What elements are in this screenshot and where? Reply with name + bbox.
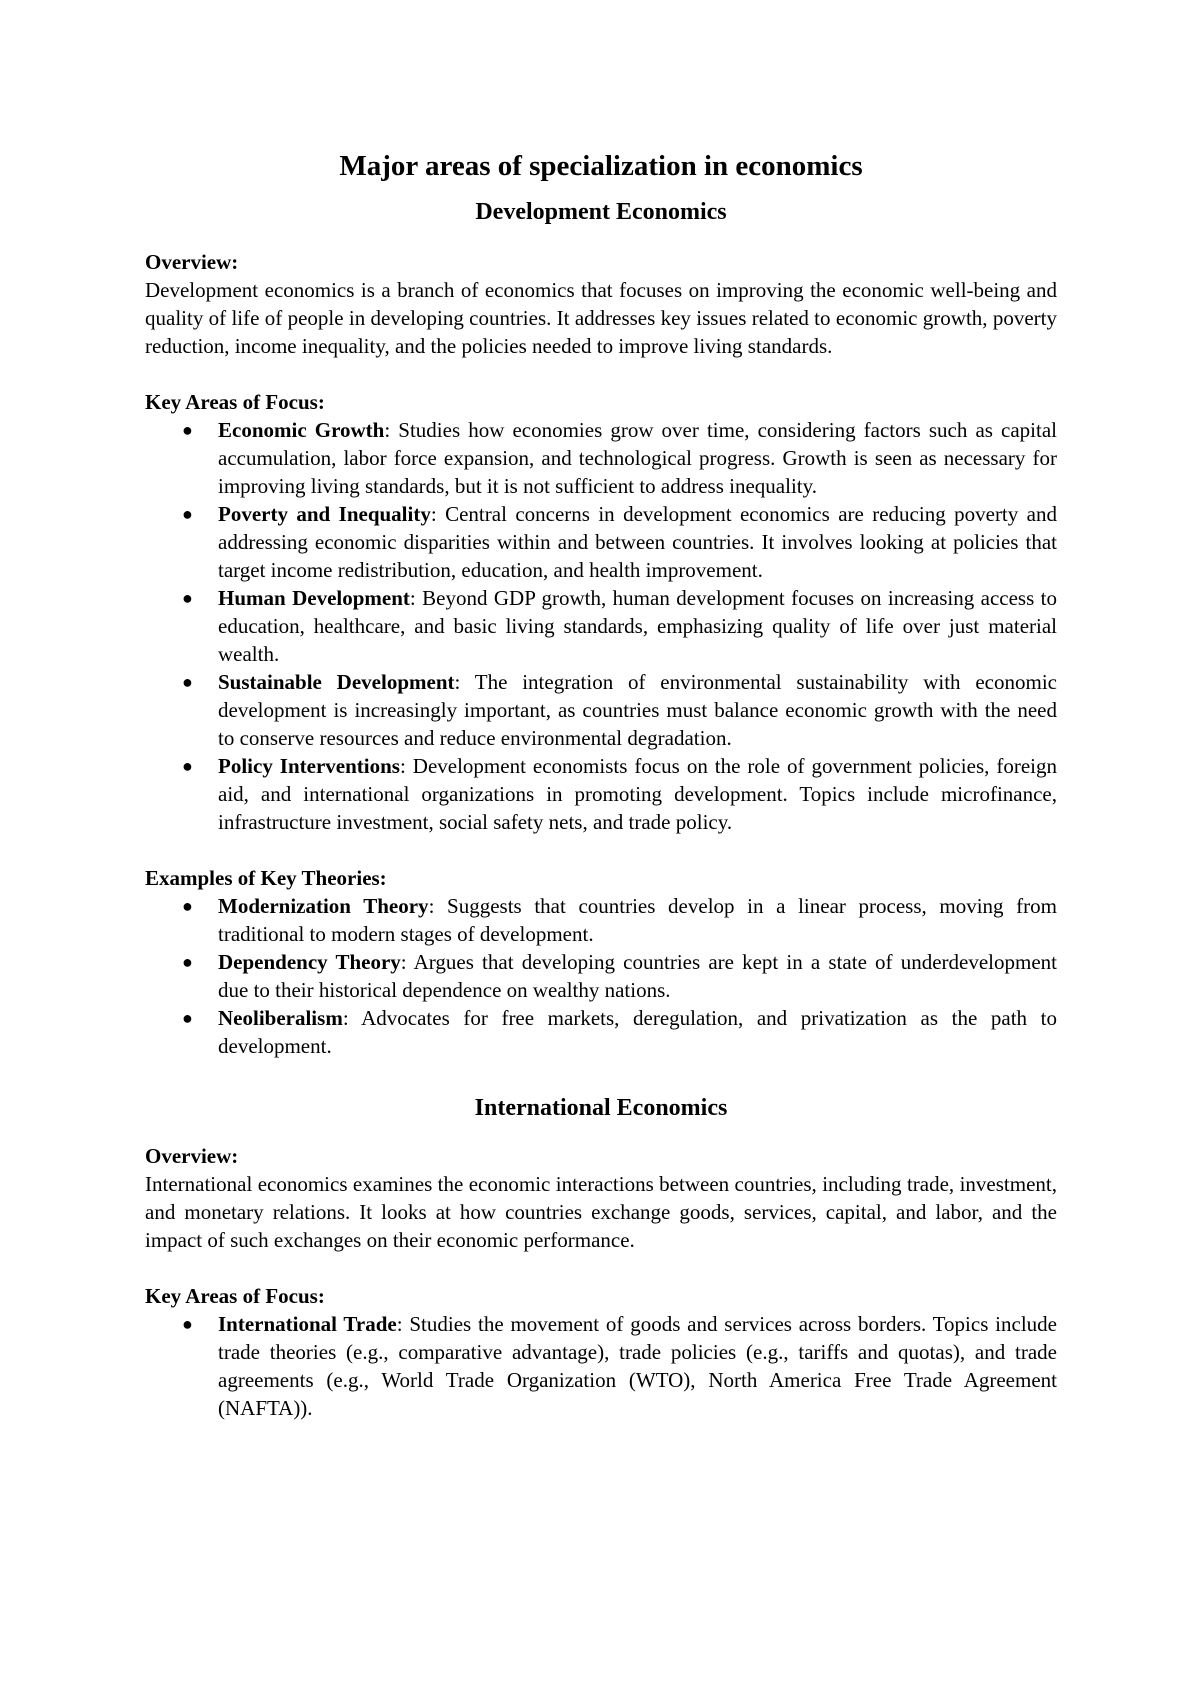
key-theories-label: Examples of Key Theories:	[145, 866, 387, 890]
document-title: Major areas of specialization in economics	[339, 150, 863, 182]
term-description: : Development economists focus on the role of government policies, foreign aid, and international organizations in promoting development. Topics include microfinance, infrastructure investment, social safety nets, and trade policy.	[218, 754, 1057, 834]
bullet-icon: ●	[182, 756, 193, 776]
bullet-icon: ●	[182, 1008, 193, 1028]
bullet-icon: ●	[182, 1314, 193, 1334]
term-label: Dependency Theory	[218, 950, 401, 974]
list-item	[145, 892, 1057, 948]
overview-label: Overview:	[145, 1144, 239, 1168]
key-areas-list	[145, 1310, 1057, 1422]
key-areas-label: Key Areas of Focus:	[145, 1284, 325, 1308]
term-description: : Studies how economies grow over time, considering factors such as capital accumulation, labor force expansion, and technological progress. Growth is seen as necessary for improving living standards, but it is not sufficient to address inequality.	[218, 418, 1057, 498]
term-label: Human Development	[218, 586, 410, 610]
list-item	[145, 500, 1057, 584]
bullet-icon: ●	[182, 588, 193, 608]
section-heading: Development Economics	[475, 199, 727, 225]
overview-label: Overview:	[145, 250, 239, 274]
bullet-icon: ●	[182, 504, 193, 524]
term-description: : Advocates for free markets, deregulation, and privatization as the path to development.	[218, 1006, 1057, 1058]
list-item	[145, 1004, 1057, 1060]
section-international-economics	[145, 1092, 1057, 1422]
key-areas-list	[145, 416, 1057, 836]
term-description: : Suggests that countries develop in a linear process, moving from traditional to modern stages of development.	[218, 894, 1057, 946]
term-description: : The integration of environmental sustainability with economic development is increasingly important, as countries must balance economic growth with the need to conserve resources and reduce environmental degradation.	[218, 670, 1057, 750]
term-description: : Studies the movement of goods and services across borders. Topics include trade theories (e.g., comparative advantage), trade policies (e.g., tariffs and quotas), and trade agreements (e.g., World Trade Organization (WTO), North America Free Trade Agreement (NAFTA)).	[218, 1312, 1057, 1420]
overview-paragraph: International economics examines the economic interactions between countries, including trade, investment, and monetary relations. It looks at how countries exchange goods, services, capital, and labor, and the impact of such exchanges on their economic performance.	[145, 1172, 1057, 1252]
section-development-economics	[145, 196, 1057, 1060]
list-item	[145, 584, 1057, 668]
term-label: Sustainable Development	[218, 670, 455, 694]
term-label: Modernization Theory	[218, 894, 429, 918]
bullet-icon: ●	[182, 952, 193, 972]
list-item	[145, 752, 1057, 836]
term-label: Policy Interventions	[218, 754, 400, 778]
term-label: Neoliberalism	[218, 1006, 343, 1030]
section-heading: International Economics	[474, 1095, 728, 1121]
list-item	[145, 1310, 1057, 1422]
term-label: Economic Growth	[218, 418, 385, 442]
document-page	[145, 140, 1057, 1450]
list-item	[145, 668, 1057, 752]
term-label: Poverty and Inequality	[218, 502, 431, 526]
term-description: : Argues that developing countries are kept in a state of underdevelopment due to their historical dependence on wealthy nations.	[218, 950, 1057, 1002]
key-theories-list	[145, 892, 1057, 1060]
bullet-icon: ●	[182, 672, 193, 692]
term-label: International Trade	[218, 1312, 397, 1336]
list-item	[145, 948, 1057, 1004]
list-item	[145, 416, 1057, 500]
overview-paragraph: Development economics is a branch of economics that focuses on improving the economic well-being and quality of life of people in developing countries. It addresses key issues related to economic growth, poverty reduction, income inequality, and the policies needed to improve living standards.	[145, 278, 1057, 358]
key-areas-label: Key Areas of Focus:	[145, 390, 325, 414]
term-description: : Central concerns in development economics are reducing poverty and addressing economic disparities within and between countries. It involves looking at policies that target income redistribution, education, and health improvement.	[218, 502, 1058, 582]
bullet-icon: ●	[182, 896, 193, 916]
term-description: : Beyond GDP growth, human development focuses on increasing access to education, healthcare, and basic living standards, emphasizing quality of life over just material wealth.	[218, 586, 1057, 666]
bullet-icon: ●	[182, 420, 193, 440]
